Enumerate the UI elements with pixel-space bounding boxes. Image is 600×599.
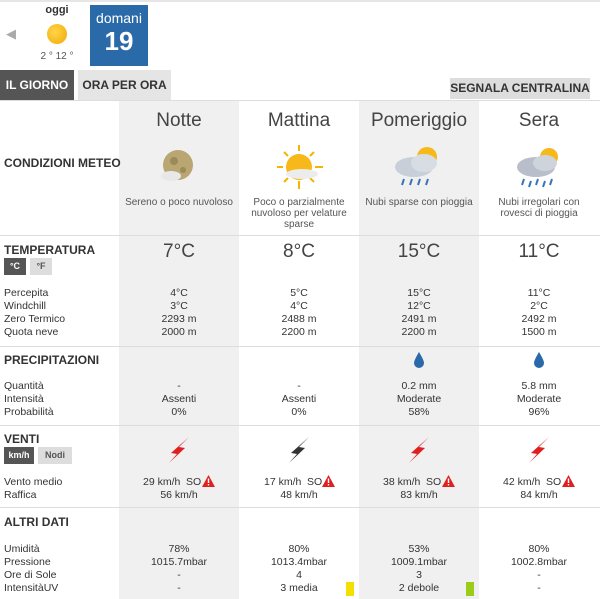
- label-perceived: Percepita: [4, 287, 49, 299]
- fahrenheit-toggle[interactable]: °F: [30, 258, 52, 275]
- label-quantity: Quantità: [4, 380, 44, 392]
- divider: [0, 425, 600, 426]
- humidity-value: 53%: [408, 543, 430, 555]
- today-temps: 2 ° 12 °: [40, 51, 74, 62]
- wind-speed: 17 km/h: [264, 476, 302, 488]
- temperature-value: 11°C: [518, 241, 560, 262]
- perceived-value: 4°C: [170, 287, 188, 299]
- humidity-value: 80%: [528, 543, 550, 555]
- quantity-value: -: [177, 380, 181, 392]
- intensity-value: Assenti: [281, 393, 317, 405]
- wind-speed: 38 km/h: [383, 476, 421, 488]
- quantity-value: 5.8 mm: [521, 380, 557, 392]
- section-wind: VENTI: [4, 432, 40, 446]
- windchill-value: 3°C: [170, 300, 188, 312]
- freezing-level-value: 2491 m: [401, 313, 437, 325]
- windchill-value: 2°C: [530, 300, 548, 312]
- knots-toggle[interactable]: Nodi: [38, 447, 72, 464]
- perceived-value: 5°C: [290, 287, 308, 299]
- wind-direction: SO: [426, 476, 442, 488]
- section-other: ALTRI DATI: [4, 515, 69, 529]
- label-freezing-level: Zero Termico: [4, 313, 66, 325]
- snow-level-value: 2200 m: [401, 326, 437, 338]
- quantity-value: -: [297, 380, 301, 392]
- snow-level-value: 1500 m: [521, 326, 557, 338]
- tab-day[interactable]: IL GIORNO: [0, 70, 74, 100]
- wind-direction-icon: [479, 433, 599, 465]
- section-precipitation: PRECIPITAZIONI: [4, 353, 100, 367]
- uv-value: -: [537, 582, 541, 594]
- snow-level-value: 2000 m: [161, 326, 197, 338]
- wind-direction-icon: [359, 433, 479, 465]
- humidity-value: 78%: [168, 543, 190, 555]
- tomorrow-day-button[interactable]: [90, 5, 148, 66]
- tomorrow-label: domani: [96, 10, 142, 26]
- celsius-toggle[interactable]: °C: [4, 258, 26, 275]
- wind-direction: SO: [307, 476, 323, 488]
- sun-hours-value: 3: [416, 569, 422, 581]
- windchill-value: 4°C: [290, 300, 308, 312]
- wind-direction: SO: [546, 476, 562, 488]
- freezing-level-value: 2492 m: [521, 313, 557, 325]
- top-divider: [0, 0, 600, 2]
- label-probability: Probabilità: [4, 406, 54, 418]
- section-temperature: TEMPERATURA: [4, 243, 96, 257]
- label-intensity: Intensità: [4, 393, 44, 405]
- perceived-value: 15°C: [407, 287, 431, 299]
- warning-icon: [442, 475, 455, 490]
- divider: [0, 346, 600, 347]
- label-pressure: Pressione: [4, 556, 51, 568]
- wind-speed: 29 km/h: [143, 476, 181, 488]
- gust-value: 83 km/h: [400, 489, 438, 501]
- wind-direction-icon: [119, 433, 239, 465]
- today-label[interactable]: oggi: [45, 4, 69, 16]
- uv-color-indicator: [346, 582, 354, 596]
- label-uv: IntensitàUV: [4, 582, 59, 594]
- intensity-value: Moderate: [396, 393, 442, 405]
- rain-drop-icon: [413, 351, 425, 369]
- label-snow-level: Quota neve: [4, 326, 59, 338]
- divider: [0, 235, 600, 236]
- kmh-toggle[interactable]: km/h: [4, 447, 34, 464]
- label-gust: Raffica: [4, 489, 37, 501]
- snow-level-value: 2200 m: [281, 326, 317, 338]
- freezing-level-value: 2488 m: [281, 313, 317, 325]
- quantity-value: 0.2 mm: [401, 380, 437, 392]
- intensity-value: Assenti: [161, 393, 197, 405]
- wind-direction-icon: [239, 433, 359, 465]
- warning-icon: [562, 475, 575, 490]
- probability-value: 0%: [291, 406, 307, 418]
- sun-icon: [47, 24, 67, 44]
- period-night: Notte: [156, 110, 202, 131]
- label-windchill: Windchill: [4, 300, 47, 312]
- warning-icon: [202, 475, 215, 490]
- temperature-value: 8°C: [283, 241, 315, 262]
- uv-value: 3 media: [280, 582, 318, 594]
- sun-rain-cloud-icon: [359, 143, 479, 191]
- pressure-value: 1002.8mbar: [510, 556, 568, 568]
- intensity-value: Moderate: [516, 393, 562, 405]
- sun-hours-value: -: [177, 569, 181, 581]
- weather-description: Sereno o poco nuvoloso: [125, 197, 233, 208]
- temperature-value: 15°C: [397, 241, 441, 262]
- uv-value: 2 debole: [398, 582, 440, 594]
- label-wind-average: Vento medio: [4, 476, 63, 488]
- wind-direction: SO: [186, 476, 202, 488]
- period-evening: Sera: [518, 110, 560, 131]
- weather-description: Nubi sparse con pioggia: [365, 197, 473, 208]
- divider: [0, 100, 600, 101]
- pressure-value: 1009.1mbar: [390, 556, 448, 568]
- label-sun-hours: Ore di Sole: [4, 569, 57, 581]
- report-station-button[interactable]: SEGNALA CENTRALINA: [450, 78, 590, 99]
- tab-hourly[interactable]: ORA PER ORA: [78, 70, 171, 100]
- sun-cloud-icon: [239, 143, 359, 191]
- gust-value: 56 km/h: [160, 489, 198, 501]
- section-conditions: CONDIZIONI METEO: [4, 156, 121, 170]
- uv-color-indicator: [466, 582, 474, 596]
- sun-hours-value: 4: [296, 569, 302, 581]
- pressure-value: 1015.7mbar: [150, 556, 208, 568]
- weather-description: Poco o parzialmente nuvoloso per velature sparse: [251, 197, 347, 230]
- tomorrow-date: 19: [104, 26, 134, 56]
- uv-value: -: [177, 582, 181, 594]
- humidity-value: 80%: [288, 543, 310, 555]
- sun-rain-cloud-icon: [479, 143, 599, 191]
- probability-value: 96%: [528, 406, 550, 418]
- period-morning: Mattina: [267, 110, 331, 131]
- weather-description: Nubi irregolari con rovesci di pioggia: [498, 197, 580, 219]
- windchill-value: 12°C: [407, 300, 431, 312]
- period-afternoon: Pomeriggio: [370, 110, 468, 131]
- temperature-value: 7°C: [163, 241, 195, 262]
- pressure-value: 1013.4mbar: [270, 556, 328, 568]
- freezing-level-value: 2293 m: [161, 313, 197, 325]
- perceived-value: 11°C: [527, 287, 551, 299]
- sun-hours-value: -: [537, 569, 541, 581]
- probability-value: 58%: [408, 406, 430, 418]
- gust-value: 48 km/h: [280, 489, 318, 501]
- divider: [0, 507, 600, 508]
- probability-value: 0%: [171, 406, 187, 418]
- warning-icon: [322, 475, 335, 490]
- moon-cloud-icon: [119, 143, 239, 191]
- wind-speed: 42 km/h: [503, 476, 541, 488]
- rain-drop-icon: [533, 351, 545, 369]
- gust-value: 84 km/h: [520, 489, 558, 501]
- prev-day-icon[interactable]: ◀: [6, 26, 16, 41]
- label-humidity: Umidità: [4, 543, 40, 555]
